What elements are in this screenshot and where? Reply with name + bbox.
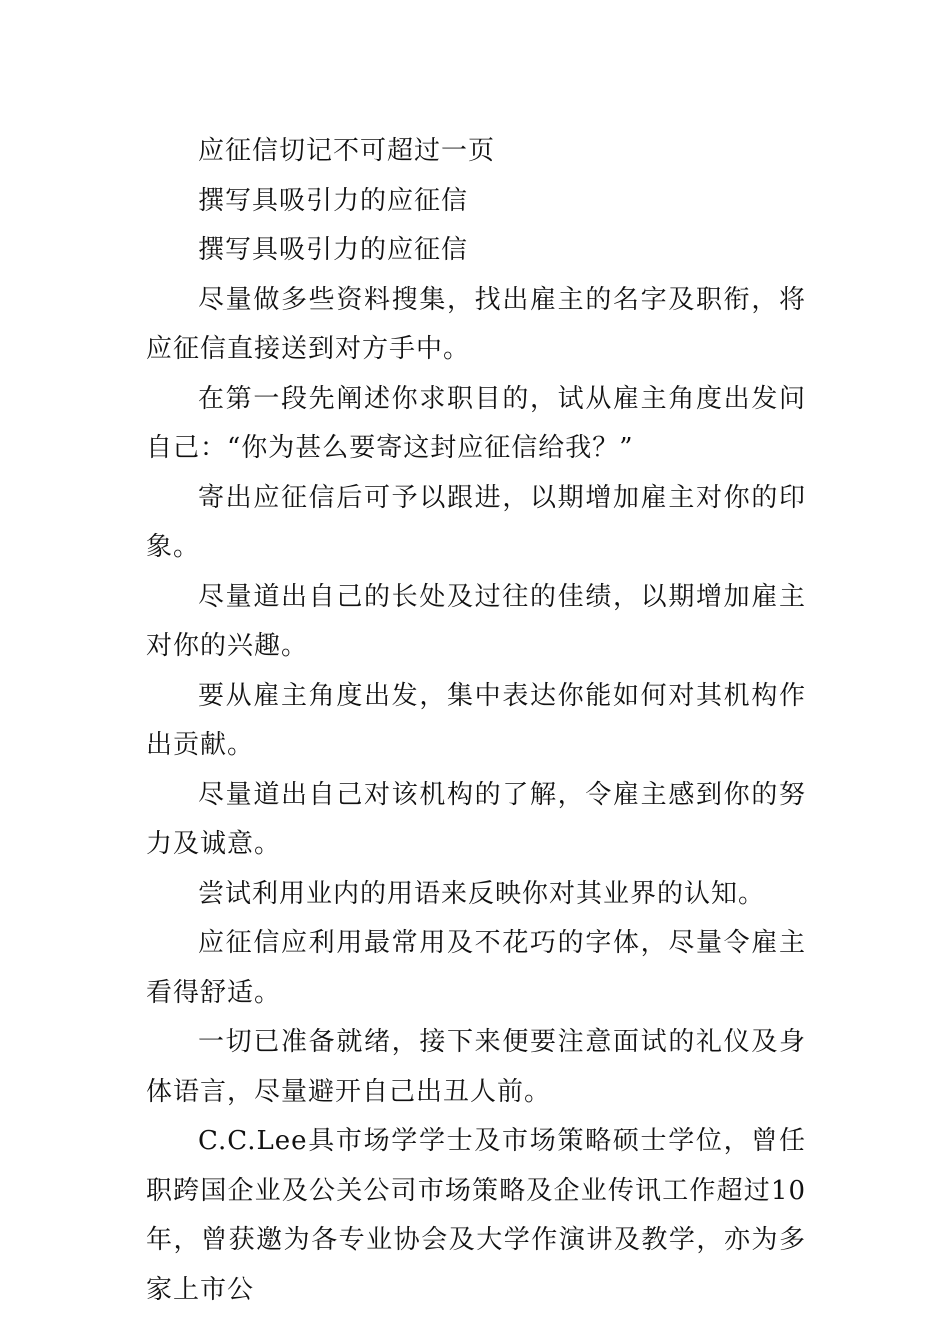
paragraph-3: 撰写具吸引力的应征信 [198, 235, 469, 265]
paragraph-8: 要从雇主角度出发，集中表达你能如何对其机构作出贡献。 [146, 680, 806, 760]
paragraph-7: 尽量道出自己的长处及过往的佳绩，以期增加雇主对你的兴趣。 [146, 581, 806, 661]
paragraph-12: 一切已准备就绪，接下来便要注意面试的礼仪及身体语言，尽量避开自己出丑人前。 [146, 1027, 806, 1107]
paragraph-6: 寄出应征信后可予以跟进，以期增加雇主对你的印象。 [146, 482, 806, 562]
document-body [146, 127, 806, 1315]
paragraph-11: 应征信应利用最常用及不花巧的字体，尽量令雇主看得舒适。 [146, 928, 806, 1008]
paragraph-13: C.C.Lee具市场学学士及市场策略硕士学位，曾任职跨国企业及公关公司市场策略及企业传讯工作超过10年，曾获邀为各专业协会及大学作演讲及教学，亦为多家上市公 [146, 1126, 806, 1305]
paragraph-2: 撰写具吸引力的应征信 [198, 185, 469, 216]
paragraph-1: 应征信切记不可超过一页 [198, 136, 496, 166]
paragraph-4: 尽量做多些资料搜集，找出雇主的名字及职衔，将应征信直接送到对方手中。 [146, 284, 806, 364]
paragraph-9: 尽量道出自己对该机构的了解，令雇主感到你的努力及诚意。 [146, 779, 806, 859]
paragraph-5: 在第一段先阐述你求职目的，试从雇主角度出发问自己：“你为甚么要寄这封应征信给我？” [146, 383, 806, 463]
paragraph-10: 尝试利用业内的用语来反映你对其业界的认知。 [198, 878, 766, 909]
